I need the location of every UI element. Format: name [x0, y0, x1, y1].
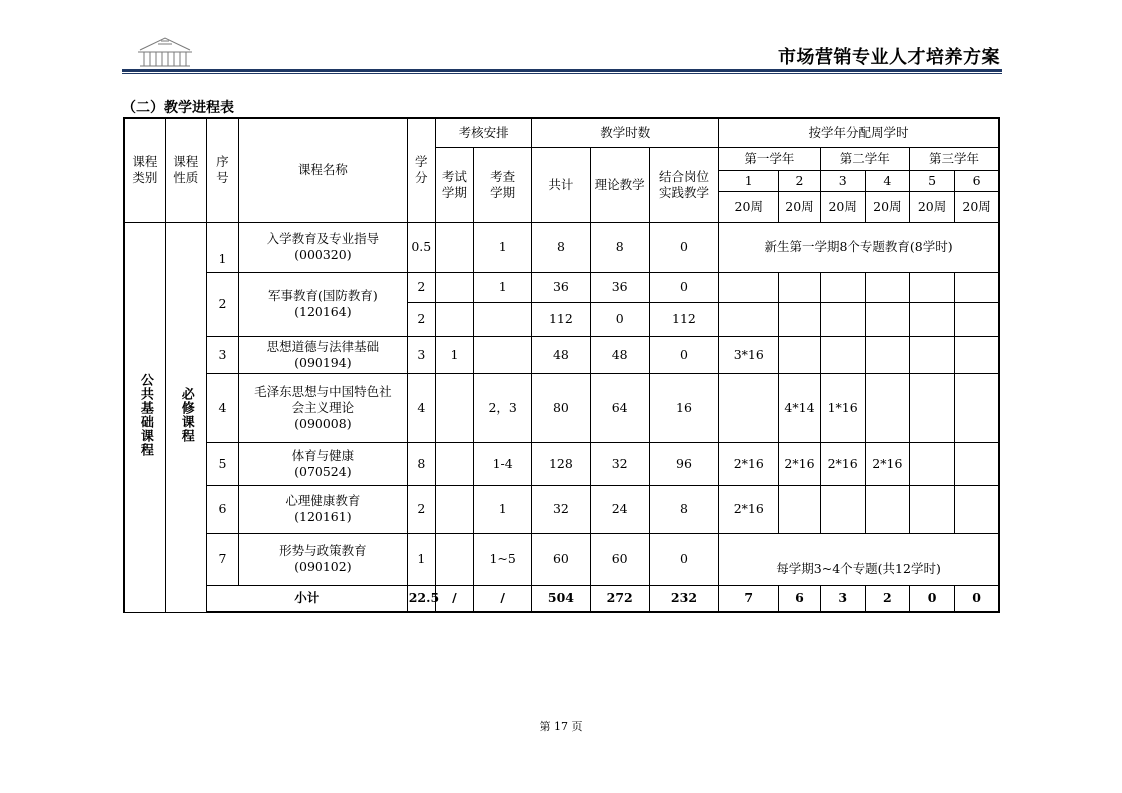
week-cell	[865, 302, 909, 336]
practice-hours-cell: 16	[649, 373, 718, 442]
section-title: （二）教学进程表	[122, 100, 234, 116]
seq-cell: 3	[206, 336, 238, 373]
exam-term-cell	[435, 272, 473, 302]
header-check-term: 考查学期	[474, 147, 532, 222]
subtotal-week: 0	[955, 585, 999, 612]
exam-term-cell	[435, 442, 473, 485]
course-name-cell: 入学教育及专业指导 (000320)	[238, 222, 407, 272]
check-term-cell	[474, 302, 532, 336]
subtotal-label: 小计	[206, 585, 407, 612]
course-name-cell: 思想道德与法律基础 (090194)	[238, 336, 407, 373]
week-cell	[865, 373, 909, 442]
header-seq: 序号	[206, 118, 238, 222]
header-year1: 第一学年	[719, 147, 820, 170]
week-cell	[719, 373, 779, 442]
week-cell	[955, 485, 999, 533]
table-row	[124, 336, 999, 373]
seq-cell: 4	[206, 373, 238, 442]
subtotal-week: 3	[820, 585, 865, 612]
header-weeks: 20周	[779, 191, 820, 222]
week-cell	[820, 302, 865, 336]
week-cell	[955, 272, 999, 302]
week-cell: 2*16	[719, 485, 779, 533]
week-cell	[779, 485, 820, 533]
table-row	[124, 442, 999, 485]
week-cell	[779, 336, 820, 373]
check-term-cell: 1	[474, 272, 532, 302]
seq-cell: 7	[206, 533, 238, 585]
check-term-cell: 1	[474, 485, 532, 533]
page-number: 第 17 页	[539, 720, 583, 733]
header-weeks: 20周	[719, 191, 779, 222]
header-weeks: 20周	[955, 191, 999, 222]
credits-cell: 2	[407, 302, 435, 336]
exam-term-cell: 1	[435, 336, 473, 373]
week-cell	[865, 272, 909, 302]
subtotal-practice: 232	[649, 585, 718, 612]
credits-cell: 8	[407, 442, 435, 485]
week-cell	[909, 272, 954, 302]
header-rule-thin	[122, 73, 1002, 74]
week-cell	[955, 373, 999, 442]
nature-cell: 必修课程	[165, 222, 206, 612]
teaching-schedule-table	[123, 117, 1000, 613]
header-course-category: 课程类别	[124, 118, 165, 222]
header-total: 共计	[532, 147, 590, 222]
theory-hours-cell: 32	[590, 442, 649, 485]
course-name-cell: 军事教育(国防教育) (120164)	[238, 272, 407, 336]
exam-term-cell	[435, 485, 473, 533]
credits-cell: 4	[407, 373, 435, 442]
header-row	[124, 118, 999, 147]
theory-hours-cell: 8	[590, 222, 649, 272]
credits-cell: 0.5	[407, 222, 435, 272]
exam-term-cell	[435, 222, 473, 272]
header-course-nature: 课程性质	[165, 118, 206, 222]
week-cell: 2*16	[779, 442, 820, 485]
header-term: 2	[779, 170, 820, 191]
practice-hours-cell: 0	[649, 272, 718, 302]
header-year3: 第三学年	[909, 147, 999, 170]
check-term-cell: 1	[474, 222, 532, 272]
check-term-cell: 2，3	[474, 373, 532, 442]
theory-hours-cell: 36	[590, 272, 649, 302]
week-cell: 4*14	[779, 373, 820, 442]
subtotal-week: 7	[719, 585, 779, 612]
exam-term-cell	[435, 302, 473, 336]
week-cell: 2*16	[865, 442, 909, 485]
header-weeks: 20周	[865, 191, 909, 222]
total-hours-cell: 8	[532, 222, 590, 272]
week-cell	[820, 272, 865, 302]
header-term: 3	[820, 170, 865, 191]
document-title: 市场营销专业人才培养方案	[778, 47, 1000, 68]
schedule-note-cell: 每学期3~4个专题(共12学时)	[719, 533, 999, 585]
subtotal-total: 504	[532, 585, 590, 612]
seq-cell: 1	[206, 222, 238, 272]
header-weeks: 20周	[820, 191, 865, 222]
week-cell	[909, 442, 954, 485]
total-hours-cell: 80	[532, 373, 590, 442]
header-practice: 结合岗位实践教学	[649, 147, 718, 222]
subtotal-row	[124, 585, 999, 612]
total-hours-cell: 32	[532, 485, 590, 533]
week-cell	[779, 302, 820, 336]
week-cell	[779, 272, 820, 302]
course-name-cell: 体育与健康 (070524)	[238, 442, 407, 485]
week-cell	[909, 373, 954, 442]
header-term: 4	[865, 170, 909, 191]
page-header	[122, 28, 1002, 74]
category-cell: 公共基础课程	[124, 222, 165, 612]
subtotal-week: 6	[779, 585, 820, 612]
subtotal-exam: /	[435, 585, 473, 612]
week-cell	[955, 336, 999, 373]
subtotal-check: /	[474, 585, 532, 612]
total-hours-cell: 60	[532, 533, 590, 585]
course-name-cell: 心理健康教育 (120161)	[238, 485, 407, 533]
subtotal-week: 2	[865, 585, 909, 612]
practice-hours-cell: 0	[649, 222, 718, 272]
header-year2: 第二学年	[820, 147, 909, 170]
week-cell: 3*16	[719, 336, 779, 373]
total-hours-cell: 128	[532, 442, 590, 485]
week-cell: 2*16	[820, 442, 865, 485]
week-cell	[820, 336, 865, 373]
subtotal-credits: 22.5	[407, 585, 435, 612]
exam-term-cell	[435, 533, 473, 585]
practice-hours-cell: 0	[649, 533, 718, 585]
subtotal-week: 0	[909, 585, 954, 612]
total-hours-cell: 36	[532, 272, 590, 302]
seq-cell: 6	[206, 485, 238, 533]
header-course-name: 课程名称	[238, 118, 407, 222]
header-exam-term: 考试学期	[435, 147, 473, 222]
schedule-note-cell: 新生第一学期8个专题教育(8学时)	[719, 222, 999, 272]
check-term-cell: 1-4	[474, 442, 532, 485]
table-row	[124, 272, 999, 302]
table-row	[124, 373, 999, 442]
header-assessment: 考核安排	[435, 118, 531, 147]
header-hours: 教学时数	[532, 118, 719, 147]
practice-hours-cell: 0	[649, 336, 718, 373]
theory-hours-cell: 24	[590, 485, 649, 533]
theory-hours-cell: 64	[590, 373, 649, 442]
week-cell	[719, 302, 779, 336]
seq-cell: 5	[206, 442, 238, 485]
check-term-cell: 1~5	[474, 533, 532, 585]
week-cell	[719, 272, 779, 302]
week-cell	[909, 336, 954, 373]
week-cell	[955, 302, 999, 336]
week-cell	[909, 485, 954, 533]
total-hours-cell: 112	[532, 302, 590, 336]
theory-hours-cell: 0	[590, 302, 649, 336]
credits-cell: 1	[407, 533, 435, 585]
week-cell	[820, 485, 865, 533]
credits-cell: 2	[407, 272, 435, 302]
header-term: 1	[719, 170, 779, 191]
credits-cell: 2	[407, 485, 435, 533]
course-name-cell: 毛泽东思想与中国特色社会主义理论 (090008)	[238, 373, 407, 442]
header-weekly-hours: 按学年分配周学时	[719, 118, 999, 147]
table-row	[124, 222, 999, 272]
table-row	[124, 533, 999, 585]
exam-term-cell	[435, 373, 473, 442]
week-cell: 1*16	[820, 373, 865, 442]
credits-cell: 3	[407, 336, 435, 373]
header-term: 5	[909, 170, 954, 191]
week-cell	[865, 485, 909, 533]
week-cell: 2*16	[719, 442, 779, 485]
week-cell	[955, 442, 999, 485]
practice-hours-cell: 96	[649, 442, 718, 485]
header-weeks: 20周	[909, 191, 954, 222]
header-rule	[122, 69, 1002, 72]
header-term: 6	[955, 170, 999, 191]
theory-hours-cell: 60	[590, 533, 649, 585]
seq-cell: 2	[206, 272, 238, 336]
header-credits: 学分	[407, 118, 435, 222]
week-cell	[909, 302, 954, 336]
total-hours-cell: 48	[532, 336, 590, 373]
course-name-cell: 形势与政策教育 (090102)	[238, 533, 407, 585]
practice-hours-cell: 8	[649, 485, 718, 533]
subtotal-theory: 272	[590, 585, 649, 612]
theory-hours-cell: 48	[590, 336, 649, 373]
practice-hours-cell: 112	[649, 302, 718, 336]
school-building-logo	[136, 34, 194, 72]
header-theory: 理论教学	[590, 147, 649, 222]
table-row	[124, 485, 999, 533]
check-term-cell	[474, 336, 532, 373]
week-cell	[865, 336, 909, 373]
